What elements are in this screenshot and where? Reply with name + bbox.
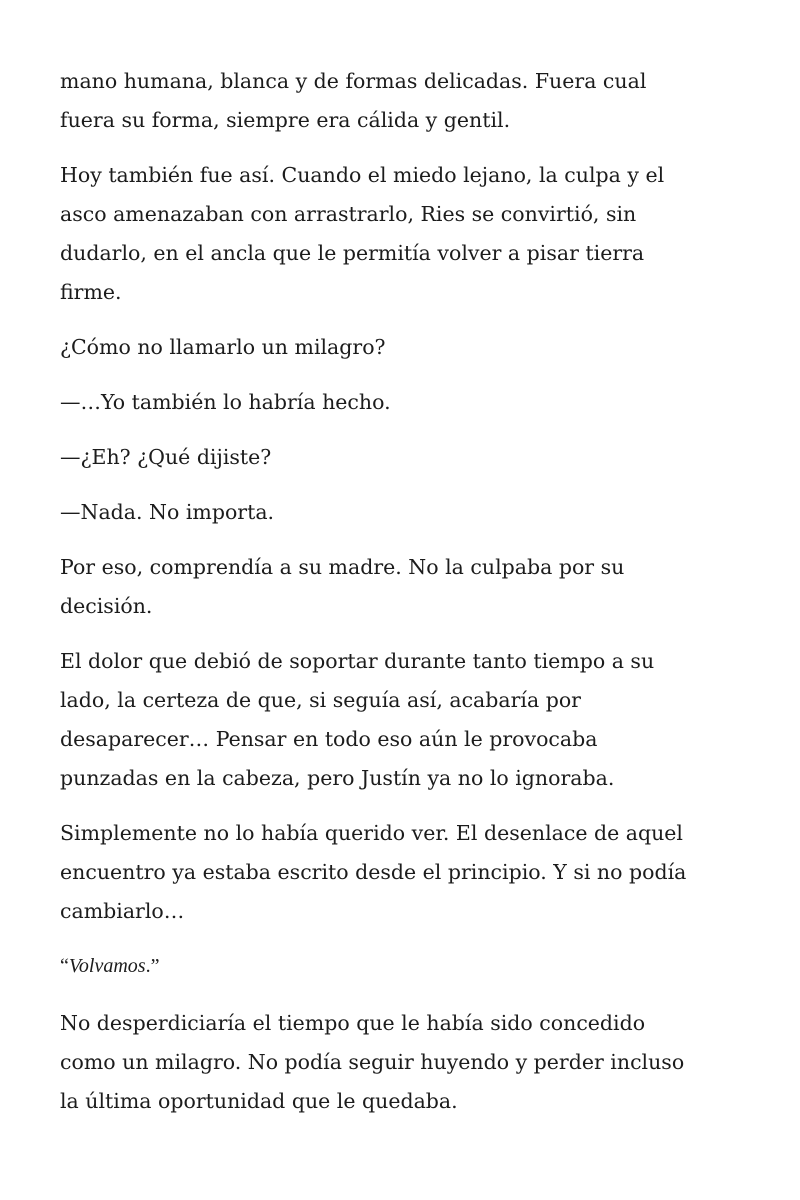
- text-line: ¿Cómo no llamarlo un milagro?: [60, 335, 386, 359]
- text-line: cambiarlo…: [60, 899, 185, 923]
- text-line: fuera su forma, siempre era cálida y gentil.: [60, 108, 511, 132]
- text-line: —Nada. No importa.: [60, 500, 275, 524]
- text-line: dudarlo, en el ancla que le permitía volver a pisar tierra: [60, 241, 645, 265]
- text-line: desaparecer… Pensar en todo eso aún le provocaba: [60, 727, 598, 751]
- text-line: lado, la certeza de que, si seguía así, acabaría por: [60, 688, 581, 712]
- inner-thought: [60, 947, 750, 986]
- text-line: encuentro ya estaba escrito desde el principio. Y si no podía: [60, 860, 687, 884]
- text-line: asco amenazaban con arrastrarlo, Ries se convirtió, sin: [60, 202, 637, 226]
- paragraph: [60, 814, 750, 931]
- document-page: [60, 62, 750, 1137]
- thought-open-quote: “: [60, 955, 69, 977]
- text-line: —¿Eh? ¿Qué dijiste?: [60, 445, 272, 469]
- paragraph: [60, 548, 750, 626]
- paragraph: [60, 328, 750, 367]
- text-line: Hoy también fue así. Cuando el miedo lejano, la culpa y el: [60, 163, 665, 187]
- text-line: Por eso, comprendía a su madre. No la culpaba por su: [60, 555, 625, 579]
- paragraph: [60, 642, 750, 798]
- text-line: El dolor que debió de soportar durante tanto tiempo a su: [60, 649, 655, 673]
- text-line: decisión.: [60, 594, 153, 618]
- text-line: No desperdiciaría el tiempo que le había sido concedido: [60, 1011, 646, 1035]
- dialogue-line: [60, 493, 750, 532]
- text-line: —…Yo también lo habría hecho.: [60, 390, 391, 414]
- paragraph: [60, 62, 750, 140]
- text-line: la última oportunidad que le quedaba.: [60, 1089, 458, 1113]
- paragraph: [60, 1004, 750, 1121]
- text-line: mano humana, blanca y de formas delicadas. Fuera cual: [60, 69, 647, 93]
- text-line: firme.: [60, 280, 122, 304]
- text-line: Simplemente no lo había querido ver. El desenlace de aquel: [60, 821, 683, 845]
- thought-close-quote: .”: [145, 955, 160, 977]
- paragraph: [60, 156, 750, 312]
- thought-text: Volvamos: [68, 955, 146, 977]
- dialogue-line: [60, 383, 750, 422]
- text-line: punzadas en la cabeza, pero Justín ya no lo ignoraba.: [60, 766, 615, 790]
- dialogue-line: [60, 438, 750, 477]
- text-line: como un milagro. No podía seguir huyendo y perder incluso: [60, 1050, 685, 1074]
